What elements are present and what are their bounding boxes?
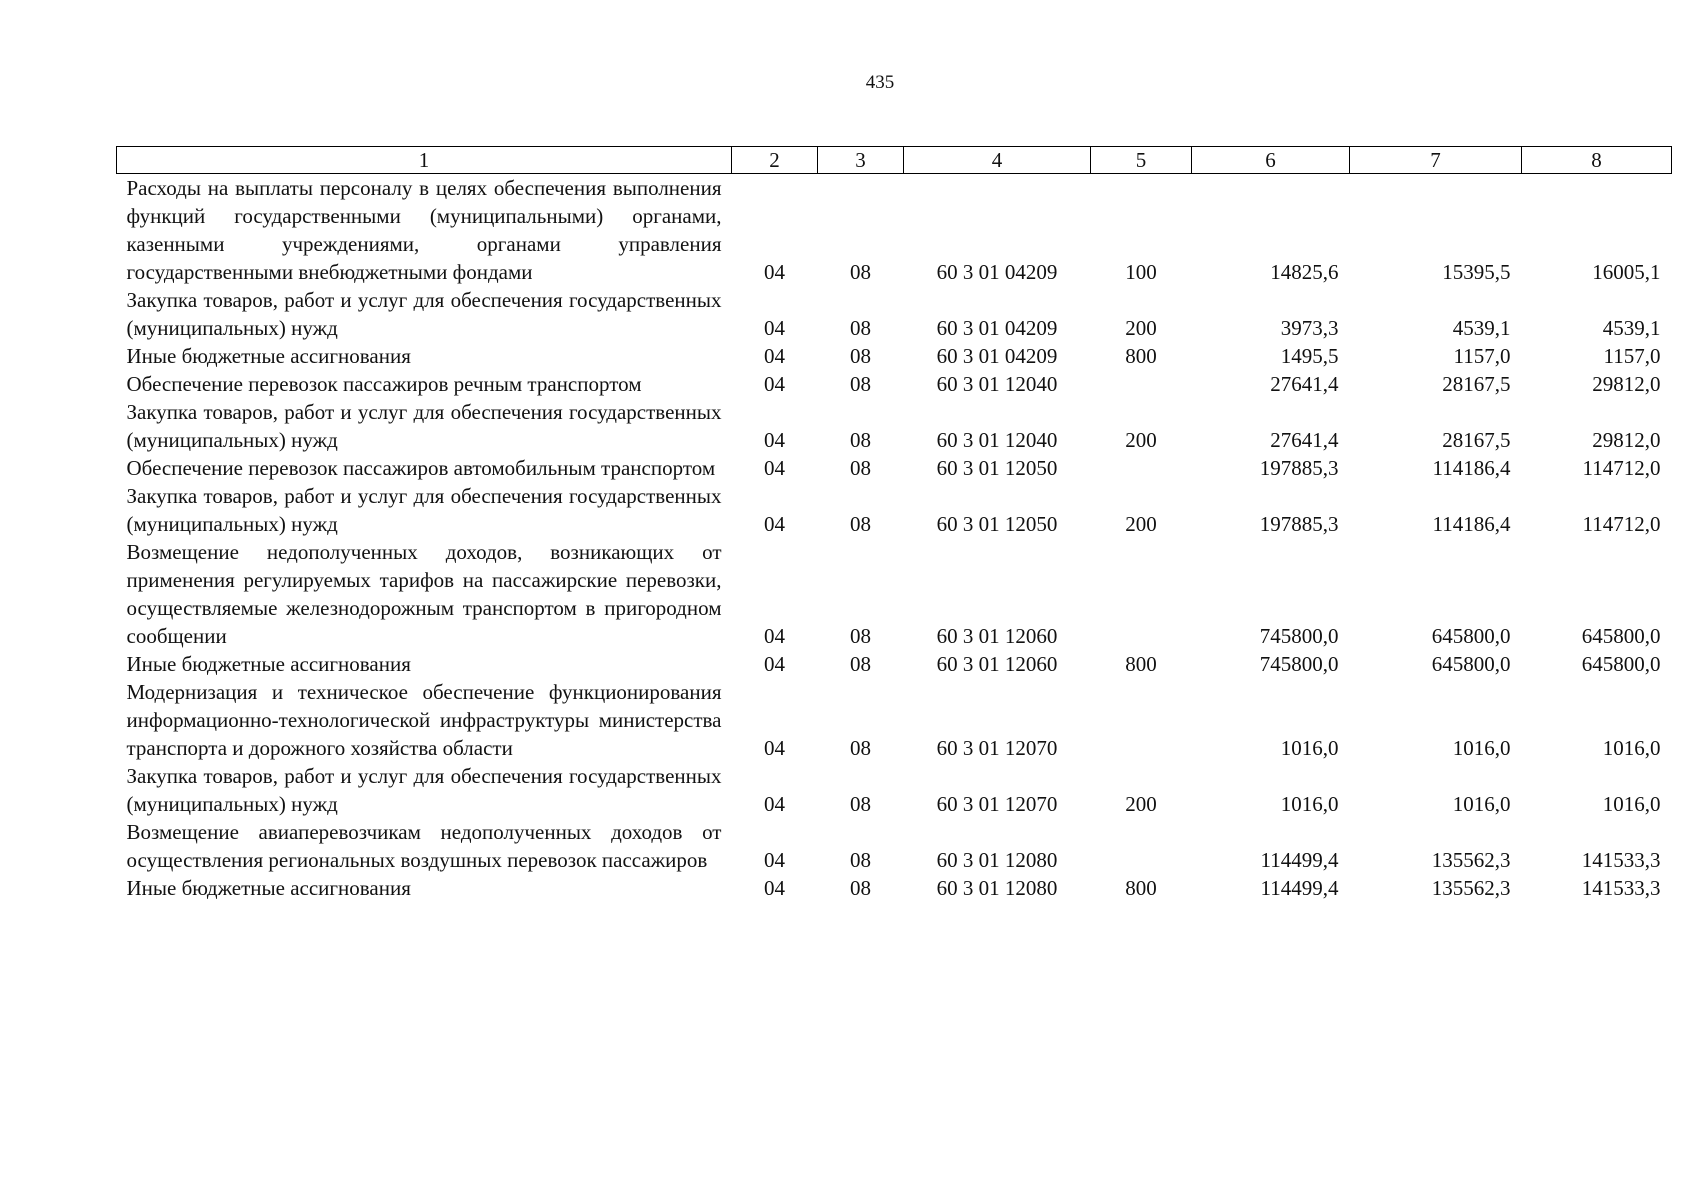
row-name: Обеспечение перевозок пассажиров автомобильным транспортом bbox=[126, 456, 716, 480]
row-amount-col-7: 4539,1 bbox=[1452, 316, 1511, 340]
table-row bbox=[117, 874, 1672, 902]
row-section-code: 04 bbox=[764, 848, 785, 872]
row-name: Расходы на выплаты персоналу в целях обеспечения выполнения функций государственными (муниципальными) органами, казенными учреждениями, органами управления государственными внебюджетными фондами bbox=[126, 176, 722, 284]
row-amount-col-8: 4539,1 bbox=[1602, 316, 1661, 340]
row-section-code: 04 bbox=[764, 512, 785, 536]
table-row bbox=[117, 398, 1672, 454]
row-amount-col-8: 645800,0 bbox=[1581, 652, 1661, 676]
row-subsection-code: 08 bbox=[850, 316, 871, 340]
row-expense-type: 200 bbox=[1125, 428, 1157, 452]
row-amount-col-6: 1495,5 bbox=[1280, 344, 1339, 368]
header-col-7: 7 bbox=[1350, 147, 1522, 174]
row-amount-col-6: 197885,3 bbox=[1259, 456, 1339, 480]
row-amount-col-7: 135562,3 bbox=[1431, 848, 1511, 872]
row-amount-col-7: 15395,5 bbox=[1442, 260, 1511, 284]
row-expense-type bbox=[1091, 538, 1192, 650]
row-name: Обеспечение перевозок пассажиров речным транспортом bbox=[126, 372, 642, 396]
header-col-5: 5 bbox=[1091, 147, 1192, 174]
row-expense-type: 200 bbox=[1125, 316, 1157, 340]
row-target-article: 60 3 01 12060 bbox=[936, 624, 1058, 648]
row-section-code: 04 bbox=[764, 344, 785, 368]
row-name: Модернизация и техническое обеспечение функционирования информационно-технологической инфраструктуры министерства транспорта и дорожного хозяйства области bbox=[126, 680, 722, 760]
row-amount-col-8: 1157,0 bbox=[1603, 344, 1661, 368]
row-subsection-code: 08 bbox=[850, 876, 871, 900]
row-amount-col-6: 27641,4 bbox=[1270, 372, 1339, 396]
row-amount-col-7: 28167,5 bbox=[1442, 428, 1511, 452]
row-name: Иные бюджетные ассигнования bbox=[126, 876, 411, 900]
row-amount-col-7: 645800,0 bbox=[1431, 624, 1511, 648]
row-section-code: 04 bbox=[764, 428, 785, 452]
table-row bbox=[117, 650, 1672, 678]
row-amount-col-8: 29812,0 bbox=[1592, 428, 1661, 452]
row-amount-col-8: 1016,0 bbox=[1602, 736, 1661, 760]
row-name: Возмещение недополученных доходов, возникающих от применения регулируемых тарифов на пассажирские перевозки, осуществляемые железнодорожным транспортом в пригородном сообщении bbox=[126, 540, 722, 648]
row-expense-type bbox=[1091, 818, 1192, 874]
row-amount-col-6: 114499,4 bbox=[1260, 848, 1339, 872]
row-amount-col-7: 135562,3 bbox=[1431, 876, 1511, 900]
row-section-code: 04 bbox=[764, 260, 785, 284]
row-amount-col-6: 3973,3 bbox=[1280, 316, 1339, 340]
row-subsection-code: 08 bbox=[850, 848, 871, 872]
row-target-article: 60 3 01 04209 bbox=[936, 344, 1058, 368]
row-amount-col-6: 1016,0 bbox=[1280, 792, 1339, 816]
row-amount-col-7: 114186,4 bbox=[1432, 456, 1511, 480]
row-name: Закупка товаров, работ и услуг для обеспечения государственных (муниципальных) нужд bbox=[126, 484, 722, 536]
table-header bbox=[117, 147, 1672, 174]
page-number: 435 bbox=[865, 72, 895, 93]
row-target-article: 60 3 01 12050 bbox=[936, 512, 1058, 536]
row-amount-col-8: 141533,3 bbox=[1581, 848, 1661, 872]
table-row bbox=[117, 454, 1672, 482]
row-section-code: 04 bbox=[764, 624, 785, 648]
row-section-code: 04 bbox=[764, 736, 785, 760]
table-row bbox=[117, 286, 1672, 342]
row-subsection-code: 08 bbox=[850, 624, 871, 648]
header-col-4: 4 bbox=[904, 147, 1091, 174]
row-amount-col-7: 1016,0 bbox=[1452, 792, 1511, 816]
row-target-article: 60 3 01 12070 bbox=[936, 736, 1058, 760]
row-target-article: 60 3 01 12060 bbox=[936, 652, 1058, 676]
row-expense-type: 200 bbox=[1125, 792, 1157, 816]
row-target-article: 60 3 01 12080 bbox=[936, 876, 1058, 900]
header-col-3: 3 bbox=[818, 147, 904, 174]
row-name: Иные бюджетные ассигнования bbox=[126, 652, 411, 676]
table-row bbox=[117, 342, 1672, 370]
row-section-code: 04 bbox=[764, 792, 785, 816]
table-row bbox=[117, 678, 1672, 762]
row-target-article: 60 3 01 04209 bbox=[936, 260, 1058, 284]
row-amount-col-6: 197885,3 bbox=[1259, 512, 1339, 536]
row-subsection-code: 08 bbox=[850, 260, 871, 284]
row-expense-type bbox=[1091, 454, 1192, 482]
row-name: Закупка товаров, работ и услуг для обеспечения государственных (муниципальных) нужд bbox=[126, 764, 722, 816]
header-col-2: 2 bbox=[732, 147, 818, 174]
budget-table bbox=[116, 146, 1672, 902]
row-amount-col-8: 645800,0 bbox=[1581, 624, 1661, 648]
row-amount-col-7: 645800,0 bbox=[1431, 652, 1511, 676]
row-target-article: 60 3 01 12050 bbox=[936, 456, 1058, 480]
row-expense-type: 800 bbox=[1125, 652, 1157, 676]
row-name: Возмещение авиаперевозчикам недополученных доходов от осуществления региональных воздушных перевозок пассажиров bbox=[126, 820, 722, 872]
row-amount-col-8: 114712,0 bbox=[1582, 456, 1661, 480]
row-amount-col-7: 1157,0 bbox=[1453, 344, 1511, 368]
table-row bbox=[117, 818, 1672, 874]
row-expense-type: 800 bbox=[1125, 876, 1157, 900]
row-amount-col-8: 1016,0 bbox=[1602, 792, 1661, 816]
row-subsection-code: 08 bbox=[850, 652, 871, 676]
row-amount-col-8: 141533,3 bbox=[1581, 876, 1661, 900]
row-subsection-code: 08 bbox=[850, 344, 871, 368]
row-section-code: 04 bbox=[764, 372, 785, 396]
row-section-code: 04 bbox=[764, 652, 785, 676]
row-amount-col-6: 745800,0 bbox=[1259, 624, 1339, 648]
table-row bbox=[117, 482, 1672, 538]
row-amount-col-7: 28167,5 bbox=[1442, 372, 1511, 396]
row-target-article: 60 3 01 04209 bbox=[936, 316, 1058, 340]
header-row bbox=[117, 147, 1672, 174]
row-amount-col-6: 745800,0 bbox=[1259, 652, 1339, 676]
header-col-8: 8 bbox=[1522, 147, 1672, 174]
row-name: Закупка товаров, работ и услуг для обеспечения государственных (муниципальных) нужд bbox=[126, 288, 722, 340]
row-section-code: 04 bbox=[764, 456, 785, 480]
row-amount-col-8: 16005,1 bbox=[1592, 260, 1661, 284]
header-col-6: 6 bbox=[1192, 147, 1350, 174]
row-amount-col-6: 114499,4 bbox=[1260, 876, 1339, 900]
row-amount-col-7: 1016,0 bbox=[1452, 736, 1511, 760]
row-target-article: 60 3 01 12040 bbox=[936, 372, 1058, 396]
row-section-code: 04 bbox=[764, 876, 785, 900]
row-amount-col-6: 27641,4 bbox=[1270, 428, 1339, 452]
row-target-article: 60 3 01 12070 bbox=[936, 792, 1058, 816]
table-row bbox=[117, 174, 1672, 287]
row-target-article: 60 3 01 12040 bbox=[936, 428, 1058, 452]
row-section-code: 04 bbox=[764, 316, 785, 340]
table-body bbox=[117, 174, 1672, 903]
row-expense-type bbox=[1091, 370, 1192, 398]
row-amount-col-7: 114186,4 bbox=[1432, 512, 1511, 536]
row-subsection-code: 08 bbox=[850, 736, 871, 760]
row-expense-type bbox=[1091, 678, 1192, 762]
row-subsection-code: 08 bbox=[850, 456, 871, 480]
row-subsection-code: 08 bbox=[850, 372, 871, 396]
row-expense-type: 100 bbox=[1125, 260, 1157, 284]
row-expense-type: 800 bbox=[1125, 344, 1157, 368]
row-amount-col-6: 14825,6 bbox=[1270, 260, 1339, 284]
table-row bbox=[117, 538, 1672, 650]
header-col-1: 1 bbox=[117, 147, 732, 174]
table-row bbox=[117, 762, 1672, 818]
row-amount-col-8: 29812,0 bbox=[1592, 372, 1661, 396]
row-subsection-code: 08 bbox=[850, 512, 871, 536]
row-name: Иные бюджетные ассигнования bbox=[126, 344, 411, 368]
row-target-article: 60 3 01 12080 bbox=[936, 848, 1058, 872]
row-subsection-code: 08 bbox=[850, 428, 871, 452]
row-amount-col-8: 114712,0 bbox=[1582, 512, 1661, 536]
table-row bbox=[117, 370, 1672, 398]
row-subsection-code: 08 bbox=[850, 792, 871, 816]
row-expense-type: 200 bbox=[1125, 512, 1157, 536]
row-amount-col-6: 1016,0 bbox=[1280, 736, 1339, 760]
row-name: Закупка товаров, работ и услуг для обеспечения государственных (муниципальных) нужд bbox=[126, 400, 722, 452]
